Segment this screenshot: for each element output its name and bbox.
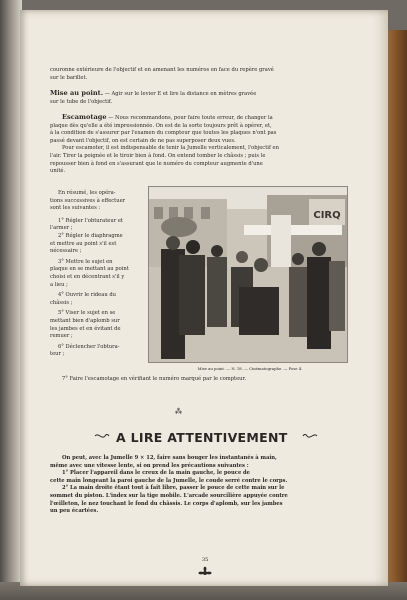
steps-list <box>50 190 142 359</box>
left-flourish-icon <box>94 431 110 441</box>
book-page <box>20 10 388 586</box>
text-line: sont les suivantes : <box>50 205 101 212</box>
book-cover-edge <box>0 0 22 600</box>
book-spine <box>387 30 407 600</box>
intro-paragraph <box>50 67 360 82</box>
step-item: les jambes et en évitant de <box>50 325 121 332</box>
step-item: choisi et en décentrant s'il y <box>50 273 125 280</box>
escamotage-paragraph <box>50 114 360 176</box>
attentively-paragraph <box>50 455 360 516</box>
text-line: On peut, avec la Jumelle 9 × 12, faire sans bouger les instantanés à main, <box>62 455 277 461</box>
text-line: cette main longeant la paroi gauche de la Jumelle, le coude serré contre le corps. <box>50 477 288 484</box>
step-item: et mettre au point s'il est <box>50 240 117 247</box>
text-line: tions successives à effectuer <box>50 197 126 204</box>
mise-au-point-heading: Mise au point. <box>50 89 104 97</box>
section-title: A LIRE ATTENTIVEMENT <box>116 430 288 445</box>
text-line: l'œilleton, le nez touchant le fond du châssis. Le corps d'aplomb, sur les jambes <box>50 500 283 507</box>
section-separator-stars: ⁂ <box>175 408 183 416</box>
text-line: 2° La main droite étant tout à fait libre, passer le pouce de cette main sur le <box>62 485 285 492</box>
escamotage-heading: Escamotage <box>62 113 107 121</box>
text-line: sommet du piston. L'index sur la tige mobile. L'arcade sourcilière appuyée contre <box>50 492 288 499</box>
text-line: unité. <box>50 168 66 175</box>
step-item: l'armer ; <box>50 225 73 232</box>
step-item: teur ; <box>50 351 65 358</box>
text-line: — Agir sur le levier E et lire la distance en mètres gravée <box>104 91 257 97</box>
photo-caption: Mise au point. — N. 18. — Cinématographe. — Pose 4. <box>197 366 303 371</box>
street-photograph <box>148 186 348 363</box>
step-item: 1° Régler l'obturateur et <box>58 217 124 224</box>
text-line: Pour escamoter, il est indispensable de tenir la Jumelle verticalement, l'objectif en <box>62 145 279 152</box>
floral-ornament-icon <box>198 566 212 580</box>
mise-au-point-paragraph <box>50 90 360 106</box>
text-line: — Nous recommandons, pour faire toute erreur, de changer la <box>108 115 273 121</box>
text-line: passé devant l'objectif, on est certain de ne pas superposer deux vues. <box>50 137 236 144</box>
text-line: 1° Placer l'appareil dans le creux de la main gauche, le pouce de <box>62 470 250 477</box>
text-line: sur le barillet. <box>50 74 88 81</box>
text-line: l'air. Tirer la poignée et le tiroir bien à fond. On entend tomber le châssis ; puis le <box>50 152 266 159</box>
step7-paragraph <box>50 376 360 384</box>
text-line: plaque dès qu'elle a été impressionnée. On est de la sorte toujours prêt à opérer, et, <box>50 122 272 129</box>
step-item: châssis ; <box>50 299 73 306</box>
step-item: mettant bien d'aplomb sur <box>50 317 120 324</box>
text-line: un peu écartées. <box>50 508 99 515</box>
step-item: remuer ; <box>50 333 73 340</box>
step-item: 3° Mettre le sujet en <box>58 258 113 265</box>
step-item: plaque en se mettant au point <box>50 266 129 273</box>
step-item: 5° Viser le sujet en se <box>58 310 116 317</box>
text-line: repousser bien à fond en s'assurant que le numéro du compteur augmente d'une <box>50 160 263 167</box>
step-item: 7° Faire l'escamotage en vérifiant le numéro marqué par le compteur. <box>62 376 247 382</box>
step-item: 4° Ouvrir le rideau du <box>58 292 116 299</box>
step-item: 6° Déclencher l'obtura- <box>58 343 120 350</box>
photo-illustration <box>149 187 347 362</box>
text-line: à la condition de s'assurer par l'examen du compteur que toutes les plaques n'ont pas <box>50 130 277 137</box>
text-line: sur le tube de l'objectif. <box>50 98 113 105</box>
step-item: a lieu ; <box>50 281 68 288</box>
text-line: couronne extérieure de l'objectif et en amenant les numéros en face du repère gravé <box>50 67 274 73</box>
text-line: En résumé, les opéra- <box>58 190 116 196</box>
right-flourish-icon <box>302 431 318 441</box>
page-number: 35 <box>202 557 209 563</box>
step-item: 2° Régler le diaphragme <box>58 232 123 239</box>
text-line: même avec une vitesse lente, si on prend les précautions suivantes : <box>50 462 249 469</box>
cirq-sign: CIRQ <box>313 210 341 221</box>
step-item: nécessaire ; <box>50 248 82 255</box>
